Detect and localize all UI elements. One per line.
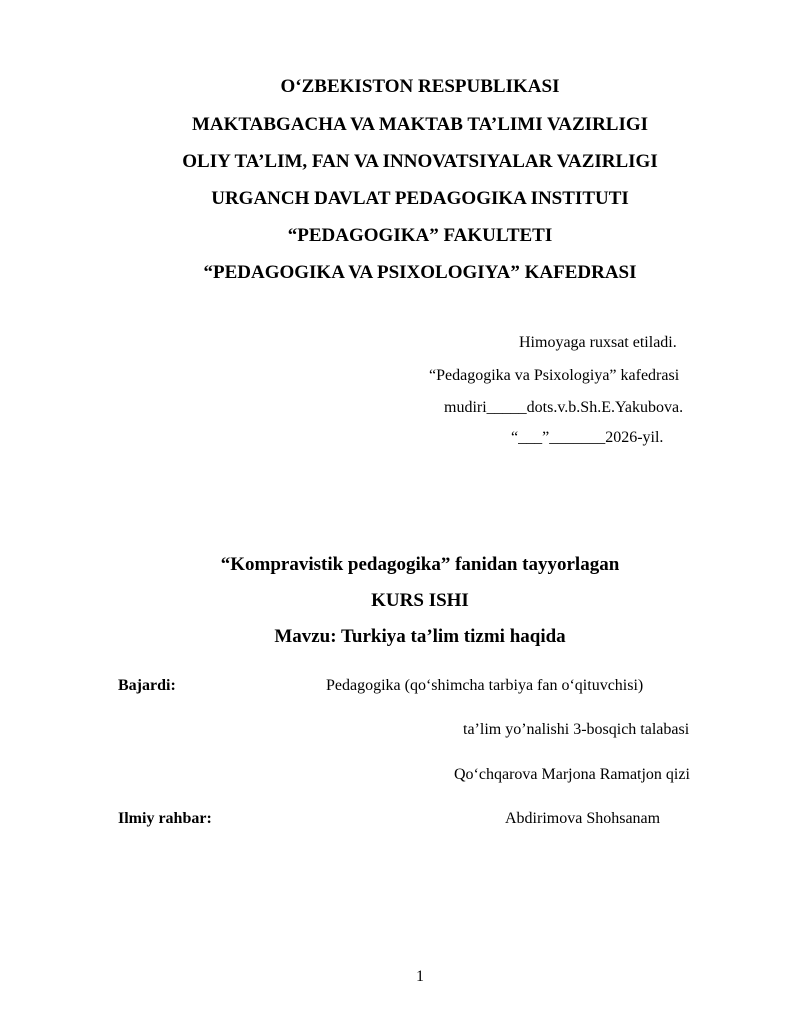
- approval-head-signature: mudiri_____dots.v.b.Sh.E.Yakubova.: [444, 399, 684, 416]
- header-line-ministry-school: MAKTABGACHA VA MAKTAB TA’LIMI VAZIRLIGI: [191, 114, 649, 135]
- supervisor-name: Abdirimova Shohsanam: [505, 810, 661, 827]
- approval-department: “Pedagogika va Psixologiya” kafedrasi: [429, 367, 680, 384]
- author-name: Qo‘chqarova Marjona Ramatjon qizi: [454, 766, 690, 783]
- supervisor-label: Ilmiy rahbar:: [118, 810, 212, 827]
- header-line-department: “PEDAGOGIKA VA PSIXOLOGIYA” KAFEDRASI: [203, 262, 637, 283]
- work-type-title: KURS ISHI: [371, 590, 469, 611]
- header-line-ministry-higher: OLIY TA’LIM, FAN VA INNOVATSIYALAR VAZIRLIGI: [182, 151, 658, 172]
- author-specialty: Pedagogika (qo‘shimcha tarbiya fan o‘qituvchisi): [326, 677, 644, 694]
- topic-line: Mavzu: Turkiya ta’lim tizmi haqida: [274, 626, 566, 647]
- author-label: Bajardi:: [118, 677, 176, 694]
- header-line-republic: O‘ZBEKISTON RESPUBLIKASI: [280, 76, 560, 97]
- author-course: ta’lim yo’nalishi 3-bosqich talabasi: [463, 721, 690, 738]
- header-line-faculty: “PEDAGOGIKA” FAKULTETI: [287, 225, 553, 246]
- approval-date: “___”_______2026-yil.: [511, 429, 664, 446]
- approval-permission: Himoyaga ruxsat etiladi.: [519, 334, 677, 351]
- subject-line: “Kompravistik pedagogika” fanidan tayyorlagan: [220, 554, 620, 575]
- header-line-institute: URGANCH DAVLAT PEDAGOGIKA INSTITUTI: [211, 188, 629, 209]
- page-number: 1: [416, 968, 424, 985]
